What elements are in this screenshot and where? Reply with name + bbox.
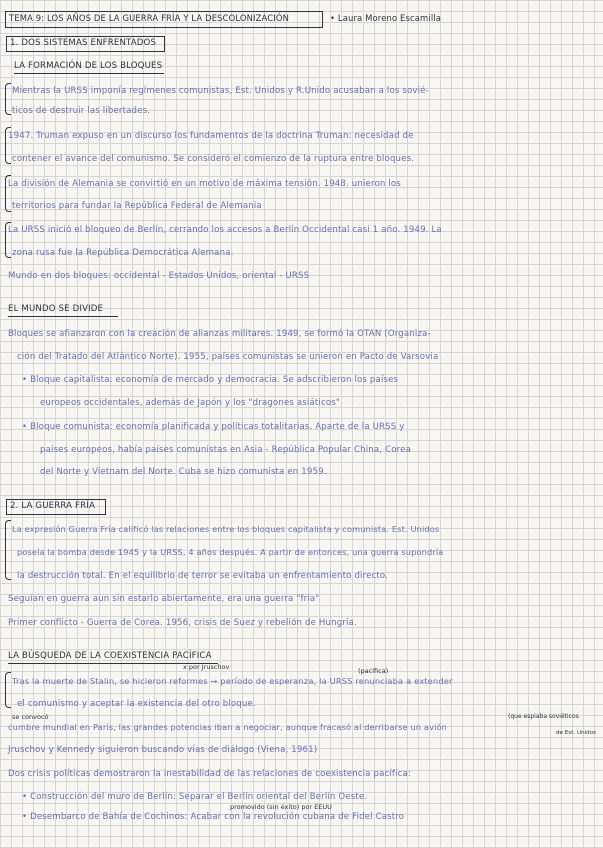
bullet-line: • Desembarco de Bahía de Cochinos: Acabar con la revolución cubana de Fidel Castro [22,812,405,822]
text-line: La división de Alemania se convirtió en un motivo de máxima tensión. 1948. unieron los [8,179,401,189]
bullet-line: • Construcción del muro de Berlín: Separar el Berlín oriental del Berlín Oeste. [22,792,368,802]
subheading-underline [14,73,164,74]
text-line: ticos de destruir las libertades. [12,106,151,116]
annotation: de Est. Unidos [556,730,597,736]
subheading-underline [8,316,118,317]
text-line: ción del Tratado del Atlántico Norte). 1955, países comunistas se unieron en Pacto de Varsovia [17,352,439,362]
annotation: x por Jruschov [183,663,230,671]
bullet-line: • Bloque capitalista: economía de mercado y democracia. Se adscribieron los países [22,375,399,385]
subheading-formacion: LA FORMACIÓN DE LOS BLOQUES [14,61,163,71]
brace [5,672,11,708]
text-line: Tras la muerte de Stalin, se hicieron reformes → período de esperanza, la URSS renunciaba a extender [12,676,453,686]
text-line: Seguían en guerra aun sin estarlo abiertamente, era una guerra "fría" [8,594,320,604]
annotation: se convocó [12,713,49,721]
text-line: La URSS inició el bloqueo de Berlín, cerrando los accesos a Berlín Occidental casi 1 año. 1949. La [8,225,442,235]
text-line: Dos crisis políticas demostraron la inestabilidad de las relaciones de coexistencia pacífica: [8,769,411,779]
text-line: territorios para fundar la República Federal de Alemania [12,201,262,211]
text-line: europeos occidentales, además de Japón y los "dragones asiáticos" [40,398,340,408]
text-line: la destrucción total. En el equilibrio de terror se evitaba un enfrentamiento directo. [17,571,389,581]
text-line: cumbre mundial en París, las grandes potencias iban a negociar, aunque fracasó al derribarse un avión [8,722,447,732]
section-1-heading: 1. DOS SISTEMAS ENFRENTADOS [10,38,157,48]
text-line: Primer conflicto - Guerra de Corea. 1956, crisis de Suez y rebelión de Hungría. [8,618,357,628]
brace [5,520,11,580]
author-name: • Laura Moreno Escamilla [330,13,442,23]
text-line: contener el avance del comunismo. Se consideró el comienzo de la ruptura entre bloques. [12,154,415,164]
text-line: el comunismo y aceptar la existencia del otro bloque. [17,699,256,709]
text-line: Mundo en dos bloques: occidental - Estados Unidos, oriental - URSS [8,271,310,281]
text-line: Mientras la URSS imponía regímenes comunistas, Est. Unidos y R.Unido acusaban a los sovié- [12,86,429,96]
text-line: del Norte y Vietnam del Norte. Cuba se hizo comunista en 1959. [40,467,327,477]
text-line: 1947. Truman expuso en un discurso los fundamentos de la doctrina Truman: necesidad de [8,131,414,141]
page-title: TEMA 9: LOS AÑOS DE LA GUERRA FRÍA Y LA DESCOLONIZACIÓN [9,13,290,23]
text-line: La expresión Guerra Fría calificó las relaciones entre los bloques capitalista y comunista. Est. Unidos [12,524,440,534]
text-line: zona rusa fue la República Democrática Alemana. [12,248,234,258]
annotation: (que espiaba soviéticos [508,713,579,720]
bullet-line: • Bloque comunista: economía planificada y políticas totalitarias. Aparte de la URSS y [22,422,405,432]
subheading-mundo: EL MUNDO SE DIVIDE [8,304,104,314]
text-line: poseía la bomba desde 1945 y la URSS, 4 años después. A partir de entonces, una guerra supondría [17,547,444,557]
section-2-heading: 2. LA GUERRA FRÍA [10,501,95,511]
text-line: Jruschov y Kennedy siguieron buscando vías de diálogo (Viena, 1961) [8,745,318,755]
subheading-coexistencia: LA BÚSQUEDA DE LA COEXISTENCIA PACÍFICA [8,651,212,661]
brace [5,83,11,115]
annotation: promovido (sin éxito) por EEUU [230,803,332,811]
text-line: Bloques se afianzaron con la creación de alianzas militares. 1949, se formó la OTAN (Organiza- [8,329,431,339]
text-line: países europeos, había países comunistas en Asia - República Popular China, Corea [40,445,411,455]
annotation: (pacífica) [358,667,389,675]
